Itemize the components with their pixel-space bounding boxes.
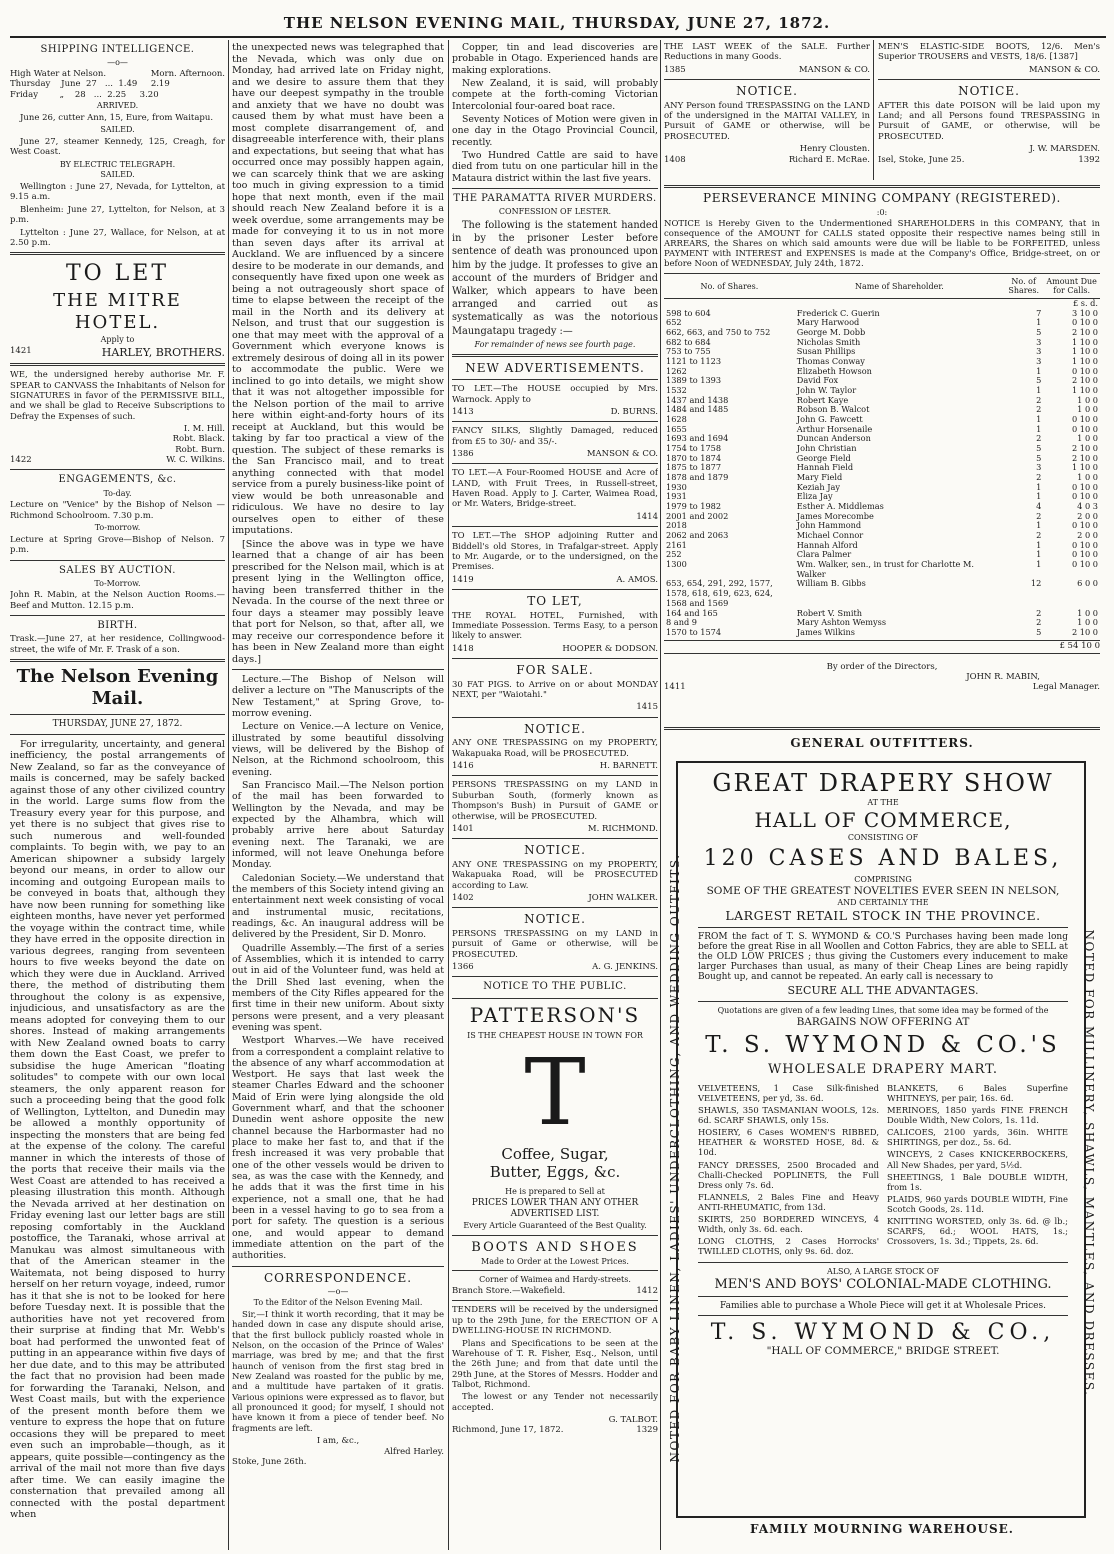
engagements-heading: ENGAGEMENTS, &c. xyxy=(58,474,177,486)
notice-trespass: PERSONS TRESPASSING on my LAND in Suburban South, (formerly known as Thompson's Bush) in Pursuit of GAME or otherwise, will be PROSECUTED. xyxy=(452,780,658,822)
sailed-heading: SAILED. xyxy=(100,125,135,135)
ad-fat-pigs: 30 FAT PIGS. to Arrive on or about MONDAY NEXT, per "Waiotahi." xyxy=(452,679,658,701)
news-item: New Zealand, it is said, will probably compete at the forth-coming Victorian Intercolonial four-oared boat race. xyxy=(452,77,658,112)
birth-heading: BIRTH. xyxy=(97,620,138,632)
canvass-notice: WE, the undersigned hereby authorise Mr. F. SPEAR to CANVASS the Inhabitants of Nelson for SIGNATURES in favor of the PERMISSIVE BILL, and we shall be glad to Receive Subscriptions to Defray the Expenses of such. xyxy=(10,370,225,422)
news-item: Seventy Notices of Motion were given in one day in the Otago Provincial Council, recently. xyxy=(452,113,658,148)
shareholder-row: 1875 to 1877 Hannah Field 3 1 10 0 xyxy=(666,462,1098,473)
price-item: LONG CLOTHS, 2 Cases Horrocks' TWILLED CLOTHS, only 9s. 6d. doz. xyxy=(698,1236,879,1257)
harley-brothers: HARLEY, BROTHERS. xyxy=(101,345,225,359)
news-item: Two Hundred Cattle are said to have died from tutu on one particular hill in the Mataura district within the last five years. xyxy=(452,149,658,184)
sales-heading: SALES BY AUCTION. xyxy=(59,564,176,576)
shareholder-row: 1930 Keziah Jay 1 0 10 0 xyxy=(666,481,1098,492)
shareholder-row: 652 Mary Harwood 1 0 10 0 xyxy=(666,317,1098,328)
murders-text: The following is the statement handed in by the prisoner Lester before sentence of death was pronounced upon him by the judge. It professes to give an account of the murders of Bridger and Walker, which appears to have been arranged and carried out as systematically as was the notorious Maungatapu tragedy :— xyxy=(452,219,658,337)
poison-notice: AFTER this date POISON will be laid upon my Land; and all Persons found TRESPASSING in Pursuit of GAME, or otherwise, will be PROSECUTED. xyxy=(878,100,1100,142)
price-item: VELVETEENS, 1 Case Silk-finished VELVETEENS, per yd, 3s. 6d. xyxy=(698,1083,879,1104)
great-drapery-show: GREAT DRAPERY SHOW xyxy=(712,769,1054,797)
column-5-top: MEN'S ELASTIC-SIDE BOOTS, 12/6. Men's Superior TROUSERS and VESTS, 18/6. [1387] MANSON & CO. NOTICE. AFTER this date POISON will be laid upon my Land; and all Persons found TRESPASSING in Pursuit of GAME, or otherwise, will be PROSECUTED. J. W. MARSDEN. Isel, Stoke, June 25. 1392 xyxy=(878,42,1100,165)
wymond-footer: T. S. WYMOND & CO., xyxy=(710,1320,1056,1346)
news-item: Copper, tin and lead discoveries are probable in Otago. Experienced hands are making explorations. xyxy=(452,42,658,76)
news-item: Caledonian Society.—We understand that the members of this Society intend giving an entertainment next week consisting of vocal and instrumental music, recitations, readings, &c. An inaugural address will be delivered by the President, Sir D. Monro. xyxy=(232,872,444,941)
leader-article: For irregularity, uncertainty, and general inefficiency, the postal arrangements of New Zealand, so far as the conveyance of mails is concerned, may be safely backed against those of any other civilized country in the world. Large sums flow from the Treasury every year for this purpose, and yet there is no subject that gives rise to such numerous and well-founded complaints. To begin with, we pay to an American shipowner a subsidy largely beyond our means, in order to allow our incoming and outgoing European mails to be conveyed in boats that, although they have now been running for something like eighteen months, have never yet performed the voyage within the contract time, while they have erred in the opposite direction in various degrees, ranging from seventeen hours to five weeks beyond the date on which they were due in Auckland. Arrived there, the method of distributing them throughout the colony is as expensive, injudicious, and unsatisfactory as are the means adopted for conveying them to our shores. Instead of making arrangements with New Zealand owned boats to carry them down the East Coast, we prefer to subsidise the huge American "floating solitudes" to compete with our own local steamers, the only apparent reason for such a proceeding being that the good folk of Wellington, Lyttelton, and Dunedin may be allowed a monthly opportunity of inspecting the monsters that are being fed at the expense of the colony. The careful manner in which the interests of those of the ports that receive their mails via the West Coast are attended to has received a pleasing illustration this month. Although the Nevada arrived at her destination on Friday evening last our letter bags are still reposing comfortably in the Auckland postoffice, the Taranaki, whose arrival at Manukau was almost simultaneous with that of the American steamer in the Waitemata, not being disposed to hurry herself on her return voyage, indeed, rumor has it that she is not to be looked for here before Tuesday next. It is possible that the authorities have not yet recovered from their surprise at finding that Mr. Webb's boat had performed the unwonted feat of putting in an appearance within five days of her due date, and to this may be attributed the fact that no provision had been made for forwarding the Taranaki, Nelson, and West Coast mails, but with the experience of the present month before them we venture to express the hope that on future occasions they will be prepared to meet even such an improbable—though, as it appears, quite possible—contingency as the arrival of the mail not more than five days after time. We can easily imagine the consternation that prevailed among all connected with the postal department when xyxy=(10,738,225,1521)
ad-royal-hotel: THE ROYAL HOTEL, Furnished, with Immediate Possession. Terms Easy, to a person likely to answer. xyxy=(452,610,658,642)
maitai-notice: ANY Person found TRESPASSING on the LAND of the undersigned in the MAITAI VALLEY, in Pursuit of GAME or otherwise, will be PROSECUTED. xyxy=(664,100,870,142)
murders-heading: THE PARAMATTA RIVER MURDERS. xyxy=(453,192,657,204)
shareholder-row: 252 Clara Palmer 1 0 10 0 xyxy=(666,549,1098,560)
money-header-row: £ s. d. xyxy=(1072,298,1098,308)
cases-and-bales: 120 CASES AND BALES, xyxy=(703,846,1063,871)
mens-clothing: MEN'S AND BOYS' COLONIAL-MADE CLOTHING. xyxy=(714,1277,1052,1293)
general-outfitters-ad xyxy=(664,727,1100,1536)
column-rule xyxy=(660,40,661,1550)
correspondence-heading: CORRESPONDENCE. xyxy=(263,1270,413,1285)
shareholder-row: 1754 to 1758 John Christian 5 2 10 0 xyxy=(666,443,1098,454)
new-ads-heading: NEW ADVERTISEMENTS. xyxy=(465,360,645,375)
shareholder-row: 1655 Arthur Horsenaile 1 0 10 0 xyxy=(666,423,1098,434)
outfitters-box: NOTED FOR BABY LINEN, LADIES' UNDERCLOTHING, AND WEDDING OUTFITS. NOTED FOR MILLINERY, SHAWLS, MANTLES, AND DRESSES. GREAT DRAPERY SHOW AT THE HALL OF COMMERCE, CONSISTING OF 120 CASES AND BALES, COMPRISING SOME OF THE GREATEST NOVELTIES EVER SEEN IN NELSON, AND CERTAINLY THE LARGEST RETAIL STOCK IN THE PROVINCE. FROM the fact of T. S. WYMOND & CO.'S Purchases having been made long before the great Rise in all Woollen and Cotton Fabrics, they are able to SELL at the OLD LOW PRICES ; thus giving the Customers every inducement to make larger Purchases than usual, as many of their Cheap Lines are being rapidly Bought up, and cannot be repeated. An early call is necessary to SECURE ALL THE ADVANTAGES. Quotations are given of a few leading Lines, that some idea may be formed of the BARGAINS NOW OFFERING AT T. S. WYMOND & CO.'S WHOLESALE DRAPERY MART. VELVETEENS, 1 Case Silk-finished VELVETEENS, per yd, 3s. 6d. SHAWLS, 350 TASMANIAN WOOLS, 12s. 6d. SCARF SHAWLS, only 15s. HOSIERY, 6 Cases WOMEN'S RIBBED, HEATHER & WORSTED HOSE, 8d. & 10d. FANCY DRESSES, 2500 Brocaded and Challi-Checked POPLINETS, the Full Dress only 7s. 6d. FLANNELS, 2 Bales Fine and Heavy ANTI-RHEUMATIC, from 13d. SKIRTS, 250 BORDERED WINCEYS, 4 Width, only 3s. 6d. each. LONG CLOTHS, 2 Cases Horrocks' TWILLED CLOTHS, only 9s. 6d. doz. BLANKETS, 6 Bales Superfine WHITNEYS, per pair, 16s. 6d. MERINOES, 1850 yards FINE FRENCH Double Width, New Colors, 1s. 11d. CALICOES, 2100 yards, 36in. WHITE SHIRTINGS, per doz., 5s. 6d. WINCEYS, 2 Cases KNICKERBOCKERS, All New Shades, per yard, 5½d. SHEETINGS, 1 Bale DOUBLE WIDTH, from 1s. PLAIDS, 960 yards DOUBLE WIDTH, Fine Scotch Goods, 2s. 11d. KNITTING WORSTED, only 3s. 6d. @ lb.; SCARFS, 6d.; WOOL HATS, 1s.; Crossovers, 1s. 3d.; Tippets, 2s. 6d. ALSO, A LARGE STOCK OF MEN'S AND BOYS' COLONIAL-MADE CLOTHING. Families able to purchase a Whole Piece will get it at Wholesale Prices. T. S. WYMOND & CO., "HALL OF COMMERCE," BRIDGE STREET. xyxy=(676,761,1086,1518)
price-item: SKIRTS, 250 BORDERED WINCEYS, 4 Width, only 3s. 6d. each. xyxy=(698,1213,879,1235)
shareholder-row: 598 to 604 Frederick C. Guerin 7 3 10 0 xyxy=(666,307,1098,318)
mourning-warehouse: FAMILY MOURNING WAREHOUSE. xyxy=(750,1522,1014,1536)
shareholder-row: 1532 John W. Taylor 1 1 10 0 xyxy=(666,385,1098,396)
column-rule xyxy=(873,40,874,180)
engagement-item: Lecture at Spring Grove—Bishop of Nelson. 7 p.m. xyxy=(10,534,225,556)
news-item: Lecture.—The Bishop of Nelson will deliver a lecture on "The Manuscripts of the New Testament," at Spring Grove, to-morrow evening. xyxy=(232,674,444,719)
price-item: CALICOES, 2100 yards, 36in. WHITE SHIRTINGS, per doz., 5s. 6d. xyxy=(887,1127,1068,1148)
column-rule xyxy=(448,40,449,1550)
shareholder-row: 1570 to 1574 James Wilkins 5 2 10 0 xyxy=(666,626,1098,637)
price-item: PLAIDS, 960 yards DOUBLE WIDTH, Fine Scotch Goods, 2s. 11d. xyxy=(887,1193,1068,1214)
shareholder-row: 1931 Eliza Jay 1 0 10 0 xyxy=(666,491,1098,502)
shareholder-row: 1870 to 1874 George Field 5 2 10 0 xyxy=(666,452,1098,463)
tide-row: Friday „ 28 ... 2.25 3.20 xyxy=(10,89,159,100)
telegraph-item: Lyttelton : June 27, Wallace, for Nelson, at at 2.50 p.m. xyxy=(10,227,225,248)
mining-title: PERSEVERANCE MINING COMPANY (REGISTERED). xyxy=(703,191,1061,205)
ad-to-let-shop: TO LET.—The SHOP adjoining Rutter and Biddell's old Stores, in Trafalgar-street. Apply to Mr. Augarde, or to the undersigned, on the Premises. xyxy=(452,531,658,573)
column-2: the unexpected news was telegraphed that the Nevada, which was only due on Monday, had arrived late on Friday night, and we desire to assure them that they have our deepest sympathy in the trouble and anxiety that we have no doubt was caused them by what must have been a most complete disarrangement of, and disagreeable interference with, their plans and expectations, but seeing that what has occurred once may possibly happen again, we can scarcely think that we are asking too much in giving expression to a timid hope that next month, even if the mail should reach New Zealand before it is a week overdue, some arrangements may be made for conveying it to us in not more than seven days after its arrival at Auckland. We are influenced by a sincere desire to be moderate in our demands, and consequently have fixed upon one week as being a not outrageously short space of time to elapse between the receipt of the mail in the North and its delivery at Nelson, and trust that our suggestion is one that may meet with the approval of a Government which everyone knows is extremely desirous of doing all in its power to accommodate the public. Were we inclined to go into details, we might show that it was not altogether impossible for the Nelson portion of the mail to arrive here within eight-and-forty hours of its receipt at Auckland, but this would be taking by far too practical a view of the question. The subject of these remarks is the San Francisco mail, and to treat anything connected with that model service from a purely business-like point of view would be both unreasonable and ridiculous. We have no desire to lay ourselves open to either of these imputations. [Since the above was in type we have learned that a change of air has been prescribed for the Nelson mail, which is at present lying in the Wellington office, having been transferred thither in the Nevada. In the course of the next three or four days a steamer may possibly leave that port for Nelson, so that, after all, we may receive our correspondence before it has been in New Zealand more than eight days.] Lecture.—The Bishop of Nelson will deliver a lecture on "The Manuscripts of the New Testament," at Spring Grove, to-morrow evening. Lecture on Venice.—A lecture on Venice, illustrated by some beautiful dissolving views, will be delivered by the Bishop of Nelson, at the Richmond schoolroom, this evening. San Francisco Mail.—The Nelson portion of the mail has been forwarded to Wellington by the Nevada, and may be expected by the Alhambra, which will probably arrive here about Saturday evening next. The Taranaki, we are informed, will not leave Onehunga before Monday. Caledonian Society.—We understand that the members of this Society intend giving an entertainment next week consisting of vocal and instrumental music, recitations, readings, &c. An inaugural address will be delivered by the President, Sir D. Monro. Quadrille Assembly.—The first of a series of Assemblies, which it is intended to carry out in aid of the Volunteer fund, was held at the Drill Shed last evening, when the members of the City Rifles appeared for the first time in their new uniform. About sixty persons were present, and a very pleasant evening was spent. Westport Wharves.—We have received from a correspondent a complaint relative to the absence of any wharf accommodation at Westport. He says that last week the steamer Charles Edward and the schooner Maid of Erin were lying alongside the old Government wharf, and that the schooner Dunedin went ashore opposite the new channel because the Harbormaster had no place to make her fast to, and that if the fresh increased it was very probable that one of the other vessels would be driven to sea, as was the case with the Kennedy, and he adds that it was the first time in his experience, not a small one, that he had been in a vessel having to go to sea from a port for safety. The question is a serious one, and would appear to demand immediate attention on the part of the authorities. CORRESPONDENCE. —o— To the Editor of the Nelson Evening Mail. Sir,—I think it worth recording, that it may be handed down in case any dispute should arise, that the first bullock publicly roasted whole in Nelson, on the occasion of the Prince of Wales' marriage, was bred by me; and that the first haunch of venison from the first stag bred in New Zealand was roasted for the public by me, and a multitude have partaken of it gratis. Various opinions were expressed as to flavor, but all pronounced it good; for myself, I should not have known it from a piece of tender beef. No fragments are left. I am, &c., Alfred Harley. Stoke, June 26th. xyxy=(232,42,444,1467)
sailed-text: June 27, steamer Kennedy, 125, Creagh, for West Coast. xyxy=(10,136,225,158)
shareholder-row: 164 and 165 Robert V. Smith 2 1 0 0 xyxy=(666,607,1098,618)
boots-and-shoes: BOOTS AND SHOES xyxy=(471,1239,639,1255)
ad-to-let: TO LET.—The HOUSE occupied by Mrs. Warnock. Apply to xyxy=(452,384,658,405)
shareholder-row: 1693 and 1694 Duncan Anderson 2 1 0 0 xyxy=(666,433,1098,444)
price-item: BLANKETS, 6 Bales Superfine WHITNEYS, per pair, 16s. 6d. xyxy=(887,1083,1068,1104)
price-item: SHEETINGS, 1 Bale DOUBLE WIDTH, from 1s. xyxy=(887,1171,1068,1192)
boots-ad: MEN'S ELASTIC-SIDE BOOTS, 12/6. Men's Superior TROUSERS and VESTS, 18/6. [1387] xyxy=(878,42,1100,63)
outfitters-title: GENERAL OUTFITTERS. xyxy=(790,736,974,750)
notice-trespass: ANY ONE TRESPASSING on my PROPERTY, Wakapuaka Road, will be PROSECUTED. xyxy=(452,738,658,759)
birth-item: Trask.—June 27, at her residence, Collingwood-street, the wife of Mr. F. Trask of a son. xyxy=(10,634,225,655)
telegraph-item: Blenheim: June 27, Lyttelton, for Nelson, at 3 p.m. xyxy=(10,204,225,226)
notice-public-heading: NOTICE TO THE PUBLIC. xyxy=(483,981,627,993)
top-rule xyxy=(10,36,1106,38)
column-rule xyxy=(228,40,229,1550)
shareholder-row: 8 and 9 Mary Ashton Wemyss 2 1 0 0 xyxy=(666,617,1098,628)
shareholder-row: 2161 Hannah Alford 1 0 10 0 xyxy=(666,539,1098,550)
shareholder-row: 2018 John Hammond 1 0 10 0 xyxy=(666,520,1098,531)
price-item: FANCY DRESSES, 2500 Brocaded and Challi-Checked POPLINETS, the Full Dress only 7s. 6d. xyxy=(698,1159,879,1190)
to-let-heading: TO LET xyxy=(65,261,170,287)
ad-to-let-house: TO LET.—A Four-Roomed HOUSE and Acre of LAND, with Fruit Trees, in Russell-street, Haven Road. Apply to J. Carter, Waimea Road, or Mr. Waters, Bridge-street. xyxy=(452,468,658,510)
shareholder-row: 1979 to 1982 Esther A. Middlemas 4 4 0 3 xyxy=(666,501,1098,512)
paper-title: The Nelson Evening Mail. xyxy=(16,666,219,710)
correspondence-letter: Sir,—I think it worth recording, that it may be handed down in case any dispute should arise, that the first bullock publicly roasted whole in Nelson, on the occasion of the Prince of Wales' marriage, was bred by me; and that the first haunch of venison from the first stag bred in New Zealand was roasted for the public by me, and a multitude have partaken of it gratis. Various opinions were expressed as to flavor, but all pronounced it good; for myself, I should not have known it from a piece of tender beef. No fragments are left. xyxy=(232,1309,444,1434)
shareholder-row: 1300 Wm. Walker, sen., in trust for Charlotte M. Walker 1 0 10 0 xyxy=(666,559,1098,579)
tea-letter: T xyxy=(524,1038,586,1146)
last-week-sale: THE LAST WEEK of the SALE. Further Reductions in many Goods. xyxy=(664,42,870,63)
column-4-top: THE LAST WEEK of the SALE. Further Reductions in many Goods. 1385 MANSON & CO. NOTICE. ANY Person found TRESPASSING on the LAND of the undersigned in the MAITAI VALLEY, in Pursuit of GAME or otherwise, will be PROSECUTED. Henry Clousten. 1408 Richard E. McRae. xyxy=(664,42,870,165)
ad-fancy-silks: FANCY SILKS, Slightly Damaged, reduced from £5 to 30/- and 35/-. xyxy=(452,426,658,447)
mining-notice-text: NOTICE is Hereby Given to the Undermentioned SHAREHOLDERS in this COMPANY, that in consequence of the AMOUNT for CALLS stated opposite their respective names being still in ARREARS, the Shares on which said amounts were due will be liable to be FORFEITED, unless PAYMENT with INTEREST and EXPENSES is made at the Company's Office, Bridge-street, on or before Noon of WEDNESDAY, July 24th, 1872. xyxy=(664,219,1100,269)
shareholder-row: 662, 663, and 750 to 752 George M. Dobb 5 2 10 0 xyxy=(666,327,1098,338)
notice-trespass: PERSONS TRESPASSING on my LAND in pursuit of Game or otherwise, will be PROSECUTED. xyxy=(452,928,658,960)
left-vertical-banner: NOTED FOR BABY LINEN, LADIES' UNDERCLOTHING, AND WEDDING OUTFITS. xyxy=(668,853,682,1463)
arrived-text: June 26, cutter Ann, 15, Eure, from Waitapu. xyxy=(20,112,214,123)
leader-note: [Since the above was in type we have learned that a change of air has been prescribed for the Nelson mail, which is at present lying in the Wellington office, having been transferred thither in the Nevada. In the course of the next three or four days a steamer may possibly leave that port for Nelson, so that, after all, we may receive our correspondence before it has been in New Zealand more than eight days.] xyxy=(232,538,444,665)
shareholder-row: 1262 Elizabeth Howson 1 0 10 0 xyxy=(666,365,1098,376)
news-item: Westport Wharves.—We have received from a correspondent a complaint relative to the absence of any wharf accommodation at Westport. He says that last week the steamer Charles Edward and the schooner Maid of Erin were lying alongside the old Government wharf, and that the schooner Dunedin went ashore opposite the new channel because the Harbormaster had no place to make her fast to, and that if the fresh increased it was very probable that one of the other vessels would be driven to sea, as was the case with the Kennedy, and he adds that it was the first time in his experience, not a small one, that he had been in a vessel having to go to sea from a port for safety. The question is a serious one, and would appear to demand immediate attention on the part of the authorities. xyxy=(232,1035,444,1262)
shareholder-row: 1628 John G. Fawcett 1 0 10 0 xyxy=(666,414,1098,425)
tide-header: High Water at Nelson. Morn. Afternoon. xyxy=(10,68,225,79)
masthead: THE NELSON EVENING MAIL, THURSDAY, JUNE 27, 1872. xyxy=(283,14,831,32)
news-item: Quadrille Assembly.—The first of a series of Assemblies, which it is intended to carry out in aid of the Volunteer fund, was held at the Drill Shed last evening, when the members of the City Rifles appeared for the first time in their new uniform. About sixty persons were present, and a very pleasant evening was spent. xyxy=(232,942,444,1033)
for-sale-heading: FOR SALE. xyxy=(516,663,594,678)
price-list xyxy=(698,1081,1068,1258)
shareholder-row: 753 to 755 Susan Phillips 3 1 10 0 xyxy=(666,346,1098,357)
arrived-heading: ARRIVED. xyxy=(96,101,139,111)
column-3: Copper, tin and lead discoveries are probable in Otago. Experienced hands are making explorations. New Zealand, it is said, will probably compete at the forth-coming Victorian Intercolonial four-oared boat race. Seventy Notices of Motion were given in one day in the Otago Provincial Council, recently. Two Hundred Cattle are said to have died from tutu on one particular hill in the Mataura district within the last five years. THE PARAMATTA RIVER MURDERS. CONFESSION OF LESTER. The following is the statement handed in by the prisoner Lester before sentence of death was pronounced upon him by the judge. It professes to give an account of the murders of Bridger and Walker, which appears to have been arranged and carried out as systematically as was the notorious Maungatapu tragedy :— For remainder of news see fourth page. NEW ADVERTISEMENTS. TO LET.—The HOUSE occupied by Mrs. Warnock. Apply to 1413 D. BURNS. FANCY SILKS, Slightly Damaged, reduced from £5 to 30/- and 35/-. 1386 MANSON & CO. TO LET.—A Four-Roomed HOUSE and Acre of LAND, with Fruit Trees, in Russell-street, Haven Road. Apply to J. Carter, Waimea Road, or Mr. Waters, Bridge-street. 1414 TO LET.—The SHOP adjoining Rutter and Biddell's old Stores, in Trafalgar-street. Apply to Mr. Augarde, or to the undersigned, on the Premises. 1419 A. AMOS. TO LET, THE ROYAL HOTEL, Furnished, with Immediate Possession. Terms Easy, to a person likely to answer. 1418 HOOPER & DODSON. FOR SALE. 30 FAT PIGS. to Arrive on or about MONDAY NEXT, per "Waiotahi." 1415 NOTICE. ANY ONE TRESPASSING on my PROPERTY, Wakapuaka Road, will be PROSECUTED. 1416 H. BARNETT. PERSONS TRESPASSING on my LAND in Suburban South, (formerly known as Thompson's Bush) in Pursuit of GAME or otherwise, will be PROSECUTED. 1401 M. RICHMOND. NOTICE. ANY ONE TRESPASSING on my PROPERTY, Wakapuaka Road, will be PROSECUTED according to Law. 1402 JOHN WALKER. NOTICE. PERSONS TRESPASSING on my LAND in pursuit of Game or otherwise, will be PROSECUTED. 1366 A. G. JENKINS. NOTICE TO THE PUBLIC. PATTERSON'S IS THE CHEAPEST HOUSE IN TOWN FOR T Coffee, Sugar, Butter, Eggs, &c. He is prepared to Sell at PRICES LOWER THAN ANY OTHER ADVERTISED LIST. Every Article Guaranteed of the Best Quality. BOOTS AND SHOES Made to Order at the Lowest Prices. Corner of Waimea and Hardy-streets. Branch Store.—Wakefield. 1412 TENDERS will be received by the undersigned up to the 29th June, for the ERECTION OF A DWELLING-HOUSE IN RICHMOND. Plans and Specifications to be seen at the Warehouse of T. R. Fisher, Esq., Nelson, until the 26th June; and from that date until the 29th June, at the Stores of Messrs. Hodder and Talbot, Richmond. The lowest or any Tender not necessarily accepted. G. TALBOT. Richmond, June 17, 1872. 1329 xyxy=(452,42,658,1436)
notice-trespass: ANY ONE TRESPASSING on my PROPERTY, Wakapuaka Road, will be PROSECUTED according to Law. xyxy=(452,859,658,891)
engagement-item: Lecture on "Venice" by the Bishop of Nelson —Richmond Schoolroom. 7.30 p.m. xyxy=(10,500,225,521)
shareholder-row: 1878 and 1879 Mary Field 2 1 0 0 xyxy=(666,472,1098,483)
news-item: San Francisco Mail.—The Nelson portion of the mail has been forwarded to Wellington by the Nevada, and may be expected by the Alhambra, which will probably arrive here about Saturday evening next. The Taranaki, we are informed, will not leave Onehunga before Monday. xyxy=(232,779,444,871)
leader-article-cont: the unexpected news was telegraphed that the Nevada, which was only due on Monday, had arrived late on Friday night, and we desire to assure them that they have our deepest sympathy in the trouble and anxiety that we have no doubt was caused them by what must have been a most complete disarrangement of, and disagreeable interference with, their plans and expectations, but seeing that what has occurred once may possibly happen again, we can scarcely think that we are asking too much in giving expression to a timid hope that next month, even if the mail should reach New Zealand before it is a week overdue, some arrangements may be made for conveying it to us in not more than seven days after its arrival at Auckland. We are influenced by a sincere desire to be moderate in our demands, and consequently have fixed upon one week as being a not outrageously short space of time to elapse between the receipt of the mail in the North and its delivery at Nelson, and trust that our suggestion is one that may meet with the approval of a Government which everyone knows is extremely desirous of doing all in its power to accommodate the public. Were we inclined to go into details, we might show that it was not altogether impossible for the Nelson portion of the mail to arrive here within eight-and-forty hours of its receipt at Auckland, but this would be taking by far too practical a view of the question. The subject of these remarks is the San Francisco mail, and to treat anything connected with that model service from a purely business-like point of view would be both unreasonable and ridiculous. We have no desire to lay ourselves open to either of these imputations. xyxy=(232,42,444,536)
hall-of-commerce: HALL OF COMMERCE, xyxy=(754,808,1012,832)
wymond-name: T. S. WYMOND & CO.'S xyxy=(705,1032,1061,1058)
total-due: £ 54 10 0 xyxy=(664,640,1100,651)
shareholder-row: 2001 and 2002 James Morecombe 2 2 0 0 xyxy=(666,510,1098,521)
tenders-notice: TENDERS will be received by the undersigned up to the 29th June, for the ERECTION OF A DWELLING-HOUSE IN RICHMOND. xyxy=(452,1305,658,1337)
shipping-heading: SHIPPING INTELLIGENCE. xyxy=(40,44,195,55)
price-item: HOSIERY, 6 Cases WOMEN'S RIBBED, HEATHER & WORSTED HOSE, 8d. & 10d. xyxy=(698,1127,879,1158)
telegraph-heading: BY ELECTRIC TELEGRAPH. xyxy=(59,159,176,169)
shareholder-row: 1121 to 1123 Thomas Conway 3 1 10 0 xyxy=(666,356,1098,367)
price-item: WINCEYS, 2 Cases KNICKERBOCKERS, All New Shades, per yard, 5½d. xyxy=(887,1149,1068,1170)
shareholder-row: 2062 and 2063 Michael Connor 2 2 0 0 xyxy=(666,530,1098,541)
date-line: THURSDAY, JUNE 27, 1872. xyxy=(52,718,183,729)
shareholder-row: 682 to 684 Nicholas Smith 3 1 10 0 xyxy=(666,336,1098,347)
shareholder-row: 1389 to 1393 David Fox 5 2 10 0 xyxy=(666,375,1098,386)
shareholder-row: 653, 654, 291, 292, 1577, 1578, 618, 619, 623, 624, 1568 and 1569 William B. Gibbs 12 6 0 0 xyxy=(666,578,1098,608)
mitre-hotel: THE MITRE HOTEL. xyxy=(53,290,182,334)
shareholder-row: 1437 and 1438 Robert Kaye 2 1 0 0 xyxy=(666,394,1098,405)
shareholder-table: No. of Shares. Name of Shareholder. No. of Shares. Amount Due for Calls. £ s. d. 598 to 604 Frederick C. Guerin 7 3 10 0 652 Mary Harwood 1 0 10 0 662, 663, and 750 to 752 George M. Dobb 5 2 10 0 682 to 684 Nicholas Smith 3 1 10 0 753 to 755 Susan Phillips 3 1 10 0 1121 to 1123 Thomas Conway 3 1 10 0 1262 Elizabeth Howson 1 0 10 0 1389 to 1393 David Fox 5 2 10 0 1532 John W. Taylor 1 1 10 0 1437 and 1438 Robert Kaye 2 1 0 0 1484 and 1485 Robson B. Walcot 2 1 0 0 1628 John G. Fawcett 1 0 10 0 1655 Arthur Horsenaile 1 0 10 0 1693 and 1694 Duncan Anderson 2 1 0 0 1754 to 1758 John Christian 5 2 10 0 1870 to 1874 George Field 5 2 10 0 1875 to 1877 Hannah Field 3 1 10 0 1878 and 1879 Mary Field 2 1 0 0 1930 Keziah Jay 1 0 10 0 1931 Eliza Jay 1 0 10 0 1979 to 1982 Esther A. Middlemas 4 4 0 3 2001 and 2002 James Morecombe 2 2 0 0 2018 John Hammond 1 0 10 0 2062 and 2063 Michael Connor 2 2 0 0 2161 Hannah Alford 1 0 10 0 252 Clara Palmer 1 0 10 0 1300 Wm. Walker, sen., in trust for Charlotte M. Walker 1 0 10 0 653, 654, 291, 292, 1577, 1578, 618, 619, 623, 624, 1568 and 1569 William B. Gibbs 12 6 0 0 164 and 165 Robert V. Smith 2 1 0 0 8 and 9 Mary Ashton Wemyss 2 1 0 0 1570 to 1574 James Wilkins 5 2 10 0 xyxy=(664,273,1100,638)
mining-company-notice: PERSEVERANCE MINING COMPANY (REGISTERED). :0: NOTICE is Hereby Given to the Undermentioned SHAREHOLDERS in this COMPANY, that in consequence of the AMOUNT for CALLS stated opposite their respective names being still in ARREARS, the Shares on which said amounts were due will be liable to be FORFEITED, unless PAYMENT with INTEREST and EXPENSES is made at the Company's Office, Bridge-street, on or before Noon of WEDNESDAY, July 24th, 1872. No. of Shares. Name of Shareholder. No. of Shares. Amount Due for Calls. £ s. d. 598 to 604 Frederick C. Guerin 7 3 10 0 652 Mary Harwood 1 0 10 0 662, 663, and 750 to 752 George M. Dobb 5 2 10 0 682 to 684 Nicholas Smith 3 1 10 0 753 to 755 Susan Phillips 3 1 10 0 1121 to 1123 Thomas Conway 3 1 10 0 1262 Elizabeth Howson 1 0 10 0 1389 to 1393 David Fox 5 2 10 0 1532 John W. Taylor 1 1 10 0 1437 and 1438 Robert Kaye 2 1 0 0 1484 and 1485 Robson B. Walcot 2 1 0 0 1628 John G. Fawcett 1 0 10 0 1655 Arthur Horsenaile 1 0 10 0 1693 and 1694 Duncan Anderson 2 1 0 0 1754 to 1758 John Christian 5 2 10 0 1870 to 1874 George Field 5 2 10 0 1875 to 1877 Hannah Field 3 1 10 0 1878 and 1879 Mary Field 2 1 0 0 1930 Keziah Jay 1 0 10 0 1931 Eliza Jay 1 0 10 0 1979 to 1982 Esther A. Middlemas 4 4 0 3 2001 and 2002 James Morecombe 2 2 0 0 2018 John Hammond 1 0 10 0 2062 and 2063 Michael Connor 2 2 0 0 2161 Hannah Alford 1 0 10 0 252 Clara Palmer 1 0 10 0 1300 Wm. Walker, sen., in trust for Charlotte M. Walker 1 0 10 0 653, 654, 291, 292, 1577, 1578, 618, 619, 623, 624, 1568 and 1569 William B. Gibbs 12 6 0 0 164 and 165 Robert V. Smith 2 1 0 0 8 and 9 Mary Ashton Wemyss 2 1 0 0 1570 to 1574 James Wilkins 5 2 10 0 £ 54 10 0 By order of the Directors, JOHN R. MABIN, 1411 Legal Manager. xyxy=(664,185,1100,692)
right-vertical-banner: NOTED FOR MILLINERY, SHAWLS, MANTLES, AND DRESSES. xyxy=(1082,929,1096,1397)
sales-item: John R. Mabin, at the Nelson Auction Rooms.—Beef and Mutton. 12.15 p.m. xyxy=(10,590,225,611)
price-item: MERINOES, 1850 yards FINE FRENCH Double Width, New Colors, 1s. 11d. xyxy=(887,1105,1068,1126)
news-item: Lecture on Venice.—A lecture on Venice, illustrated by some beautiful dissolving views, will be delivered by the Bishop of Nelson, at the Richmond schoolroom, this evening. xyxy=(232,721,444,778)
tide-row: Thursday June 27 ... 1.49 2.19 xyxy=(10,79,170,90)
price-item: KNITTING WORSTED, only 3s. 6d. @ lb.; SCARFS, 6d.; WOOL HATS, 1s.; Crossovers, 1s. 3d.; Tippets, 2s. 6d. xyxy=(887,1215,1068,1247)
wymond-purchases-text: FROM the fact of T. S. WYMOND & CO.'S Purchases having been made long before the great Rise in all Woollen and Cotton Fabrics, they are able to SELL at the OLD LOW PRICES ; thus giving the Customers every inducement to make larger Purchases than usual, as many of their Cheap Lines are being rapidly Bought up, and cannot be repeated. An early call is necessary to xyxy=(698,932,1068,982)
pattersons: PATTERSON'S xyxy=(469,1002,641,1027)
column-1: SHIPPING INTELLIGENCE. —o— High Water at Nelson. Morn. Afternoon. Thursday June 27 ... 1.49 2.19 Friday „ 28 ... 2.25 3.20 ARRIVED. June 26, cutter Ann, 15, Eure, from Waitapu. SAILED. June 27, steamer Kennedy, 125, Creagh, for West Coast. BY ELECTRIC TELEGRAPH. SAILED. Wellington : June 27, Nevada, for Lyttelton, at 9.15 a.m. Blenheim: June 27, Lyttelton, for Nelson, at 3 p.m. Lyttelton : June 27, Wallace, for Nelson, at at 2.50 p.m. TO LET THE MITRE HOTEL. Apply to 1421 HARLEY, BROTHERS. WE, the undersigned hereby authorise Mr. F. SPEAR to CANVASS the Inhabitants of Nelson for SIGNATURES in favor of the PERMISSIVE BILL, and we shall be glad to Receive Subscriptions to Defray the Expenses of such. I. M. Hill. Robt. Black. Robt. Burn. 1422 W. C. Wilkins. ENGAGEMENTS, &c. To-day. Lecture on "Venice" by the Bishop of Nelson —Richmond Schoolroom. 7.30 p.m. To-morrow. Lecture at Spring Grove—Bishop of Nelson. 7 p.m. SALES BY AUCTION. To-Morrow. John R. Mabin, at the Nelson Auction Rooms.—Beef and Mutton. 12.15 p.m. BIRTH. Trask.—June 27, at her residence, Collingwood-street, the wife of Mr. F. Trask of a son. The Nelson Evening Mail. THURSDAY, JUNE 27, 1872. For irregularity, uncertainty, and general inefficiency, the postal arrangements of New Zealand, so far as the conveyance of mails is concerned, may be safely backed against those of any other civilized country in the world. Large sums flow from the Treasury every year for this purpose, and yet there is no subject that gives rise to such numerous and well-founded complaints. To begin with, we pay to an American shipowner a subsidy largely beyond our means, in order to allow our incoming and outgoing European mails to be conveyed in boats that, although they have now been running for something like eighteen months, have never yet performed the voyage within the contract time, while they have erred in the opposite direction in various degrees, ranging from seventeen hours to five weeks beyond the date on which they were due in Auckland. Arrived there, the method of distributing them throughout the colony is as expensive, injudicious, and unsatisfactory as are the means adopted for conveying them to our shores. Instead of making arrangements with New Zealand owned boats to carry them down the East Coast, we prefer to subsidise the huge American "floating solitudes" to compete with our own local steamers, the only apparent reason for such a proceeding being that the good folk of Wellington, Lyttelton, and Dunedin may be allowed a monthly opportunity of inspecting the monsters that are being fed at the expense of the colony. The careful manner in which the interests of those of the ports that receive their mails via the West Coast are attended to has received a pleasing illustration this month. Although the Nevada arrived at her destination on Friday evening last our letter bags are still reposing comfortably in the Auckland postoffice, the Taranaki, whose arrival at Manukau was almost simultaneous with that of the American steamer in the Waitemata, not being disposed to hurry herself on her return voyage, indeed, rumor has it that she is not to be looked for here before Tuesday next. It is possible that the authorities have not yet recovered from their surprise at finding that Mr. Webb's boat had performed the unwonted feat of putting in an appearance within five days of her due date, and to this may be attributed the fact that no provision had been made for forwarding the Taranaki, Nelson, and West Coast mails, but with the experience of the present month before them we venture to express the hope that on future occasions they will be prepared to meet even such an improbable—though, as it appears, quite possible—contingency as the arrival of the mail not more than five days after time. We can easily imagine the consternation that prevailed among all connected with the postal department when xyxy=(10,44,225,1521)
price-item: SHAWLS, 350 TASMANIAN WOOLS, 12s. 6d. SCARF SHAWLS, only 15s. xyxy=(698,1105,879,1126)
price-item: FLANNELS, 2 Bales Fine and Heavy ANTI-RHEUMATIC, from 13d. xyxy=(698,1191,879,1212)
shareholder-row: 1484 and 1485 Robson B. Walcot 2 1 0 0 xyxy=(666,404,1098,415)
telegraph-item: Wellington : June 27, Nevada, for Lyttelton, at 9.15 a.m. xyxy=(10,182,225,203)
